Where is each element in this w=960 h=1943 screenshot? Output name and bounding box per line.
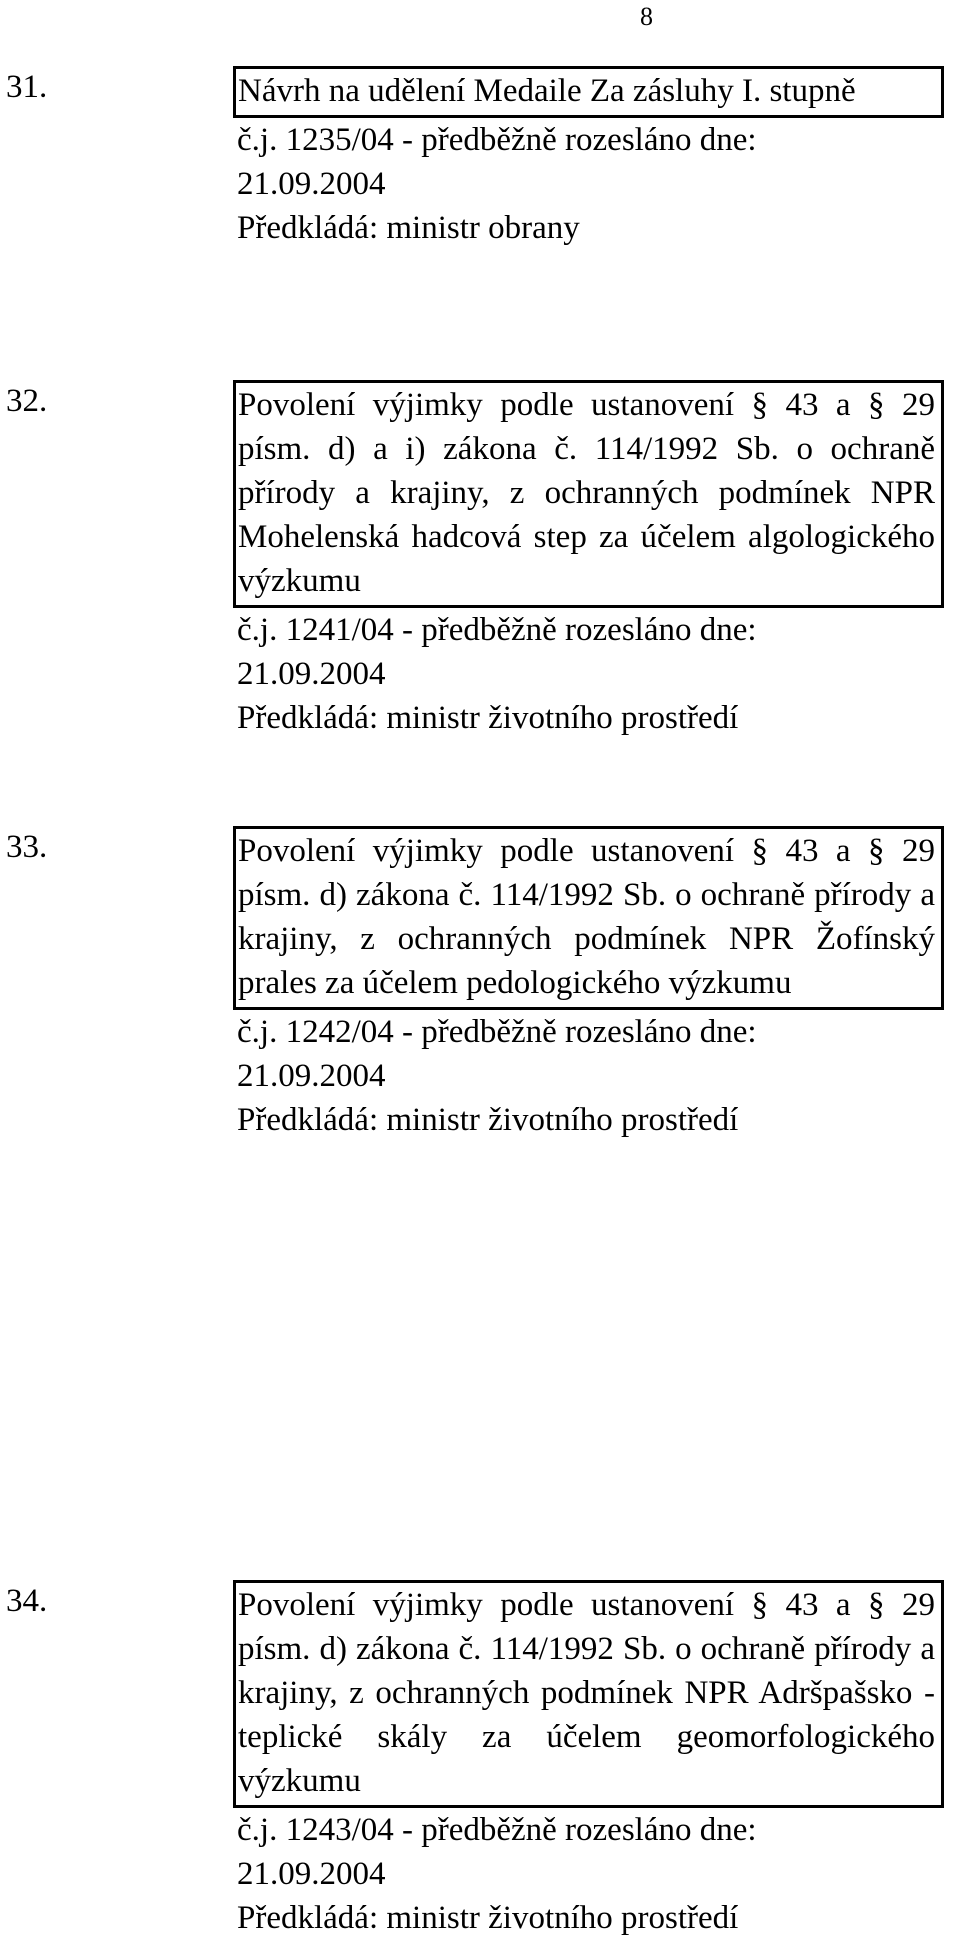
agenda-item [237,380,944,740]
item-date: 21.09.2004 [237,656,386,692]
item-reference: č.j. 1235/04 - předběžně rozesláno dne: [237,122,757,158]
item-number: 32. [6,383,48,419]
item-date: 21.09.2004 [237,1058,386,1094]
item-number: 31. [6,69,48,105]
agenda-item [237,66,944,250]
item-presenter: Předkládá: ministr životního prostředí [237,1102,739,1138]
page-number: 8 [640,2,653,31]
agenda-item [237,826,944,1142]
item-presenter: Předkládá: ministr obrany [237,210,580,246]
item-reference: č.j. 1241/04 - předběžně rozesláno dne: [237,612,757,648]
item-presenter: Předkládá: ministr životního prostředí [237,700,739,736]
item-title: Návrh na udělení Medaile Za zásluhy I. stupně [233,66,944,118]
item-reference: č.j. 1242/04 - předběžně rozesláno dne: [237,1014,757,1050]
item-number: 34. [6,1583,48,1619]
agenda-item [237,1580,944,1940]
item-reference: č.j. 1243/04 - předběžně rozesláno dne: [237,1812,757,1848]
item-date: 21.09.2004 [237,1856,386,1892]
item-title: Povolení výjimky podle ustanovení § 43 a § 29 písm. d) zákona č. 114/1992 Sb. o ochraně přírody a krajiny, z ochranných podmínek NPR Žofínský prales za účelem pedologického výzkumu [233,826,944,1010]
item-presenter: Předkládá: ministr životního prostředí [237,1900,739,1936]
item-date: 21.09.2004 [237,166,386,202]
item-title: Povolení výjimky podle ustanovení § 43 a § 29 písm. d) a i) zákona č. 114/1992 Sb. o ochraně přírody a krajiny, z ochranných podmínek NPR Mohelenská hadcová step za účelem algologického výzkumu [233,380,944,608]
item-title: Povolení výjimky podle ustanovení § 43 a § 29 písm. d) zákona č. 114/1992 Sb. o ochraně přírody a krajiny, z ochranných podmínek NPR Adršpašsko - teplické skály za účelem geomorfologického výzkumu [233,1580,944,1808]
item-number: 33. [6,829,48,865]
